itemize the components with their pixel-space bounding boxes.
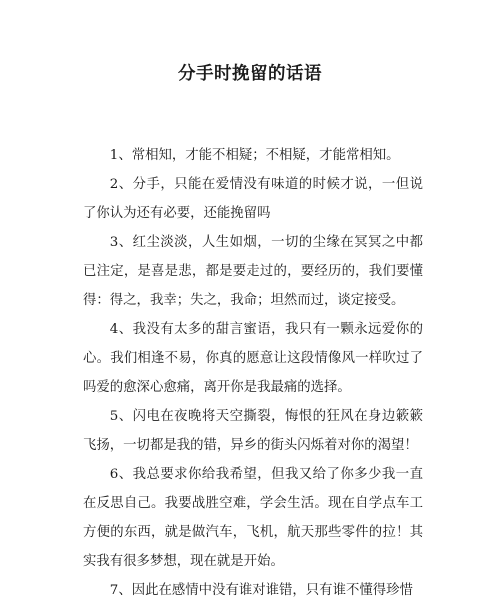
paragraph-1: 1、常相知，才能不相疑；不相疑，才能常相知。 — [109, 148, 400, 163]
paragraph-5: 5、闪电在夜晚将天空撕裂，悔恨的狂风在身边簌簌飞扬，一切都是我的错，异乡的街头闪烁着对你的渴望！ — [83, 409, 423, 453]
paragraph-6: 6、我总要求你给我希望，但我又给了你多少我一直在反思自己。我要战胜空难，学会生活。现在自学点车工方便的东西，就是做汽车，飞机，航天那些零件的拉！其实我有很多梦想，现在就是开始。 — [83, 467, 423, 569]
paragraph-7: 7、因此在感情中没有谁对谁错，只有谁不懂得珍惜 — [109, 583, 413, 598]
document-body — [83, 141, 423, 605]
paragraph-4: 4、我没有太多的甜言蜜语，我只有一颗永远爱你的心。我们相逢不易，你真的愿意让这段情像风一样吹过了吗爱的愈深心愈痛，离开你是我最痛的选择。 — [83, 322, 423, 395]
paragraph-3: 3、红尘淡淡，人生如烟，一切的尘缘在冥冥之中都已注定，是喜是悲，都是要走过的，要经历的，我们要懂得：得之，我幸；失之，我命；坦然而过，谈定接受。 — [83, 235, 423, 308]
paragraph-2: 2、分手，只能在爱情没有味道的时候才说，一但说了你认为还有必要，还能挽留吗 — [83, 177, 423, 221]
document-title: 分手时挽留的话语 — [178, 64, 322, 84]
